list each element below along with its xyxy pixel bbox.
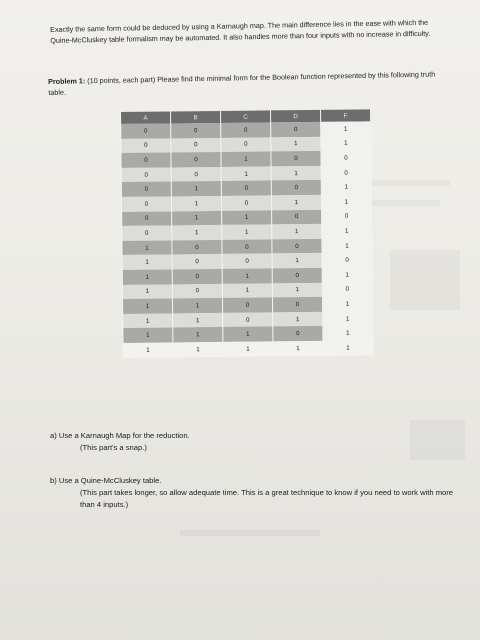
cell-f: 1: [321, 136, 371, 151]
cell-a: 0: [121, 153, 171, 168]
cell-f: 1: [323, 340, 373, 355]
part-b-note: (This part takes longer, so allow adequate time. This is a great technique to know if you need to work with more than 4 inputs.): [80, 488, 453, 509]
cell-a: 1: [122, 269, 172, 284]
show-through-text: [390, 250, 460, 310]
header-b: B: [170, 111, 220, 124]
problem-text: (10 points, each part) Please find the minimal form for the Boolean function represented by this following truth table.: [48, 69, 436, 97]
cell-d: 0: [272, 268, 322, 283]
cell-a: 0: [122, 226, 172, 241]
cell-d: 0: [271, 180, 321, 195]
cell-f: 0: [321, 151, 371, 166]
cell-d: 1: [273, 312, 323, 327]
problem-statement: [48, 68, 440, 98]
show-through-text: [180, 530, 320, 536]
cell-f: 1: [321, 194, 371, 209]
cell-b: 1: [173, 327, 223, 342]
cell-c: 0: [221, 137, 271, 152]
cell-b: 1: [173, 313, 223, 328]
cell-f: 1: [323, 326, 373, 341]
cell-a: 1: [123, 342, 173, 357]
cell-f: 1: [322, 296, 372, 311]
cell-d: 1: [271, 136, 321, 151]
header-d: D: [270, 110, 320, 123]
cell-f: 1: [321, 180, 371, 195]
cell-b: 0: [171, 167, 221, 182]
header-a: A: [120, 111, 170, 124]
cell-d: 1: [271, 166, 321, 181]
cell-d: 1: [272, 282, 322, 297]
cell-a: 0: [121, 123, 171, 138]
cell-f: 0: [321, 165, 371, 180]
cell-b: 1: [171, 196, 221, 211]
cell-a: 0: [121, 167, 171, 182]
cell-c: 0: [222, 239, 272, 254]
cell-f: 0: [322, 209, 372, 224]
cell-a: 1: [123, 328, 173, 343]
part-a-label: a) Use a Karnaugh Map for the reduction.: [50, 431, 190, 440]
cell-b: 0: [171, 123, 221, 138]
cell-d: 1: [271, 195, 321, 210]
cell-d: 0: [272, 239, 322, 254]
part-a-note: (This part's a snap.): [80, 443, 147, 452]
cell-a: 0: [121, 196, 171, 211]
cell-c: 1: [221, 166, 271, 181]
part-a: [50, 430, 440, 454]
cell-d: 1: [272, 224, 322, 239]
cell-a: 0: [122, 211, 172, 226]
cell-f: 1: [322, 224, 372, 239]
cell-a: 0: [121, 182, 171, 197]
cell-b: 1: [172, 298, 222, 313]
cell-f: 0: [322, 253, 372, 268]
cell-f: 1: [322, 238, 372, 253]
truth-table-body: [121, 121, 373, 357]
cell-b: 0: [171, 152, 221, 167]
cell-b: 0: [171, 138, 221, 153]
intro-paragraph: Exactly the same form could be deduced by using a Karnaugh map. The main difference lies in the ease with which the Quine-McCluskey table formalism may be automated. It also handles more than four inputs with no increase in difficulty.: [50, 17, 431, 45]
cell-c: 1: [221, 152, 271, 167]
cell-c: 0: [221, 195, 271, 210]
cell-d: 1: [272, 253, 322, 268]
cell-f: 0: [322, 282, 372, 297]
cell-d: 0: [273, 326, 323, 341]
cell-a: 0: [121, 138, 171, 153]
cell-a: 1: [122, 299, 172, 314]
cell-d: 0: [272, 209, 322, 224]
cell-c: 0: [223, 312, 273, 327]
cell-b: 1: [173, 342, 223, 357]
cell-b: 0: [172, 269, 222, 284]
cell-c: 0: [222, 254, 272, 269]
cell-a: 1: [122, 240, 172, 255]
cell-c: 1: [223, 327, 273, 342]
table-row: [123, 340, 373, 357]
cell-f: 1: [321, 121, 371, 136]
cell-a: 1: [122, 284, 172, 299]
cell-a: 1: [122, 255, 172, 270]
truth-table: [120, 109, 374, 357]
part-b-label: b) Use a Quine-McCluskey table.: [50, 476, 162, 485]
cell-b: 0: [172, 254, 222, 269]
cell-d: 0: [271, 151, 321, 166]
cell-c: 1: [222, 225, 272, 240]
header-f: F: [320, 109, 370, 122]
cell-b: 1: [171, 181, 221, 196]
cell-b: 1: [172, 211, 222, 226]
cell-f: 1: [322, 267, 372, 282]
cell-d: 0: [272, 297, 322, 312]
cell-c: 1: [223, 341, 273, 356]
cell-b: 0: [172, 283, 222, 298]
cell-c: 0: [221, 122, 271, 137]
cell-d: 1: [273, 341, 323, 356]
cell-b: 0: [172, 240, 222, 255]
problem-label: Problem 1:: [48, 76, 86, 86]
cell-c: 1: [222, 283, 272, 298]
cell-b: 1: [172, 225, 222, 240]
cell-c: 1: [222, 268, 272, 283]
part-b: [50, 475, 460, 511]
header-c: C: [220, 110, 270, 123]
cell-c: 0: [222, 298, 272, 313]
cell-f: 1: [323, 311, 373, 326]
cell-c: 0: [221, 181, 271, 196]
cell-a: 1: [123, 313, 173, 328]
cell-c: 1: [222, 210, 272, 225]
cell-d: 0: [271, 122, 321, 137]
